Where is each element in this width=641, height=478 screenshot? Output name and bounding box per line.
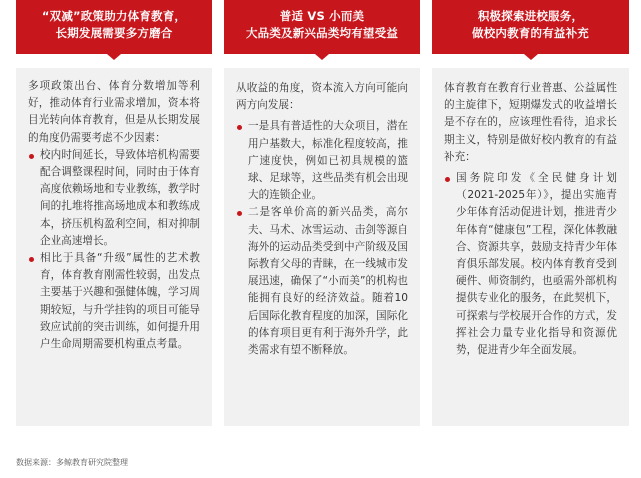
bullet-dot-icon bbox=[237, 211, 242, 216]
bullet-dot-icon bbox=[29, 154, 34, 159]
bullet-text: 国务院印发《全民健身计划（2021-2025年）》，提出实施青少年体育活动促进计划，推进青少年体育“健康包”工程，深化体教融合、资源共享，鼓励支持青少年体育俱乐部发展。校内体育教育受到硬件、师资制约，也亟需外部机构提供专业化的服务，在此契机下，可探索与学校展开合作的方式，发挥社会力量专业化指导和资源优势，促进青少年全面发展。 bbox=[456, 172, 617, 357]
bullet-list bbox=[28, 147, 200, 353]
column-header bbox=[432, 0, 629, 54]
header-line: 大品类及新兴品类均有望受益 bbox=[245, 26, 399, 40]
header-line: “双减”政策助力体育教育， bbox=[41, 9, 187, 23]
bullet-dot-icon bbox=[29, 257, 34, 262]
list-item bbox=[28, 147, 200, 250]
list-item bbox=[236, 204, 408, 359]
bullet-text: 相比于具备“升级”属性的艺术教育，体育教育刚需性较弱，出发点主要基于兴趣和强健体魄，学习周期较短，与升学挂钩的项目可能导致应试前的突击训练，如何提升用户生命周期需要机构重点考量。 bbox=[40, 252, 200, 351]
column-body bbox=[432, 68, 629, 426]
list-item bbox=[444, 170, 617, 359]
list-item bbox=[28, 250, 200, 353]
bullet-text: 校内时间延长，导致体培机构需要配合调整课程时间，同时由于体育高度依赖场地和专业教练，教学时间的扎堆将推高场地成本和教练成本，挤压机构盈利空间，相对抑制企业高速增长。 bbox=[40, 148, 200, 247]
list-item bbox=[236, 118, 408, 204]
intro-text: 体育教育在教育行业普惠、公益属性的主旋律下，短期爆发式的收益增长是不存在的，应该理性看待，追求长期主义，特别是做好校内教育的有益补充： bbox=[444, 82, 617, 163]
column-body bbox=[224, 68, 420, 426]
data-source-note: 数据来源：多鲸教育研究院整理 bbox=[16, 458, 128, 467]
bullet-dot-icon bbox=[237, 125, 242, 130]
column-body bbox=[16, 68, 212, 426]
bullet-list bbox=[444, 170, 617, 359]
bullet-text: 二是客单价高的新兴品类，高尔夫、马术、冰雪运动、击剑等源自海外的运动品类受到中产阶级及国际教育父母的青睐，在一线城市发展迅速，确保了“小而美”的机构也能拥有良好的经济效益。随着10后国际化教育程度的加深，国际化的体育项目更有利于海外升学，此类需求有望不断释放。 bbox=[248, 206, 408, 357]
column-policy bbox=[16, 0, 212, 426]
column-header bbox=[224, 0, 420, 54]
header-line: 长期发展需要多方磨合 bbox=[55, 26, 173, 40]
column-header bbox=[16, 0, 212, 54]
bullet-text: 一是具有普适性的大众项目，潜在用户基数大，标准化程度较高，推广速度快，例如已初具规模的篮球、足球等，这些品类有机会出现大的连锁企业。 bbox=[248, 120, 408, 202]
bullet-list bbox=[236, 118, 408, 359]
header-line: 做校内教育的有益补充 bbox=[472, 26, 589, 40]
bullet-dot-icon bbox=[445, 177, 450, 182]
header-line: 积极探索进校服务， bbox=[477, 9, 584, 23]
column-school-services bbox=[432, 0, 629, 426]
intro-text: 多项政策出台、体育分数增加等利好，推动体育行业需求增加，资本将目光转向体育教育，但是从长期发展的角度仍需要考虑不少因素： bbox=[28, 80, 200, 144]
header-line: 普适 VS 小而美 bbox=[279, 9, 365, 23]
column-categories bbox=[224, 0, 420, 426]
intro-text: 从收益的角度，资本流入方向可能向两方向发展： bbox=[236, 82, 408, 112]
